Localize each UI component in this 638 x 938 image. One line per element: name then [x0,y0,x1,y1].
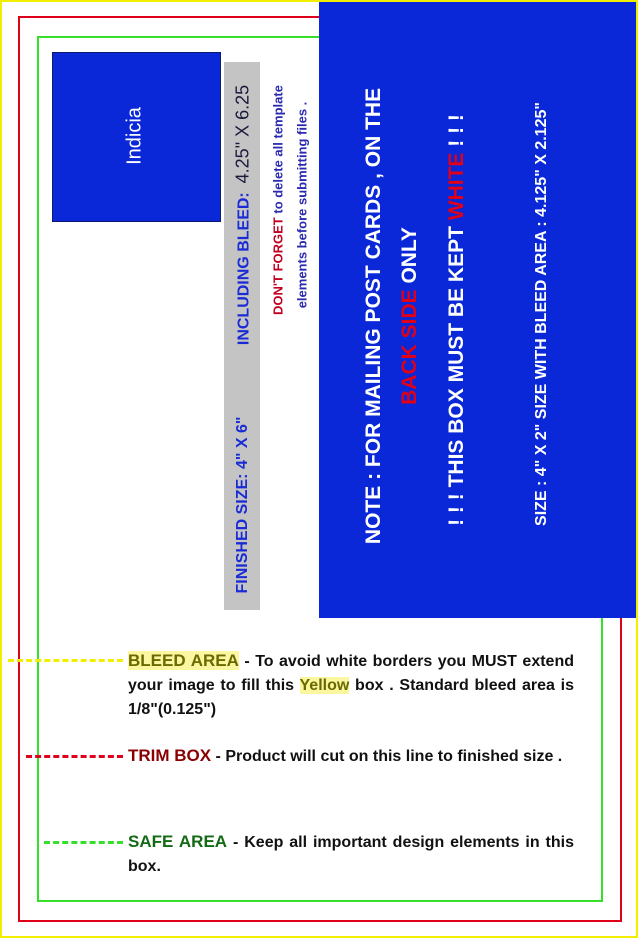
dont-forget-label: DON'T FORGET [270,217,286,315]
reminder-line-2: elements before submitting files . [294,101,310,309]
reminder-line-1-rest: to delete all template [270,85,286,218]
trim-legend-text: - Product will cut on this line to finished size . [211,748,563,765]
bleed-legend-title: BLEED AREA [128,651,239,670]
indicia-label: Indicia [123,107,146,165]
note-line-3 [445,114,469,526]
bleed-legend-text-2: box . Standard bleed area is 1/8"(0.125") [128,677,575,718]
bleed-legend-text-1: - To avoid white borders you MUST extend your image to fill this [128,653,575,694]
bleed-legend-line [8,659,123,662]
box-size-text: SIZE : 4" X 2" SIZE WITH BLEED AREA : 4.125" X 2.125" [533,102,550,526]
reminder-line-1 [271,85,286,315]
including-bleed-text [233,85,254,345]
note-line-3-suffix: ! ! ! [445,114,468,153]
note-line-1: NOTE : FOR MAILING POST CARDS , ON THE [362,87,385,545]
note-line-2 [398,227,422,405]
finished-size-text: FINISHED SIZE: 4" X 6" [234,416,251,594]
note-line-3-prefix: ! ! ! THIS BOX MUST BE KEPT [445,220,468,526]
trim-legend [128,744,574,769]
trim-legend-line [26,755,123,758]
bleed-legend [128,649,574,722]
safe-legend-line [44,841,123,844]
safe-legend-text: - Keep all important design elements in this box. [128,834,574,875]
only-label: ONLY [398,227,421,290]
white-label: WHITE [445,152,468,221]
including-bleed-label: INCLUDING BLEED: [235,192,253,346]
bleed-legend-highlight: Yellow [299,677,350,694]
trim-legend-title: TRIM BOX [128,746,212,765]
safe-legend [128,830,574,879]
back-side-label: BACK SIDE [398,289,421,405]
including-bleed-value: 4.25" X 6.25 [232,84,253,184]
safe-legend-title: SAFE AREA [128,832,228,851]
